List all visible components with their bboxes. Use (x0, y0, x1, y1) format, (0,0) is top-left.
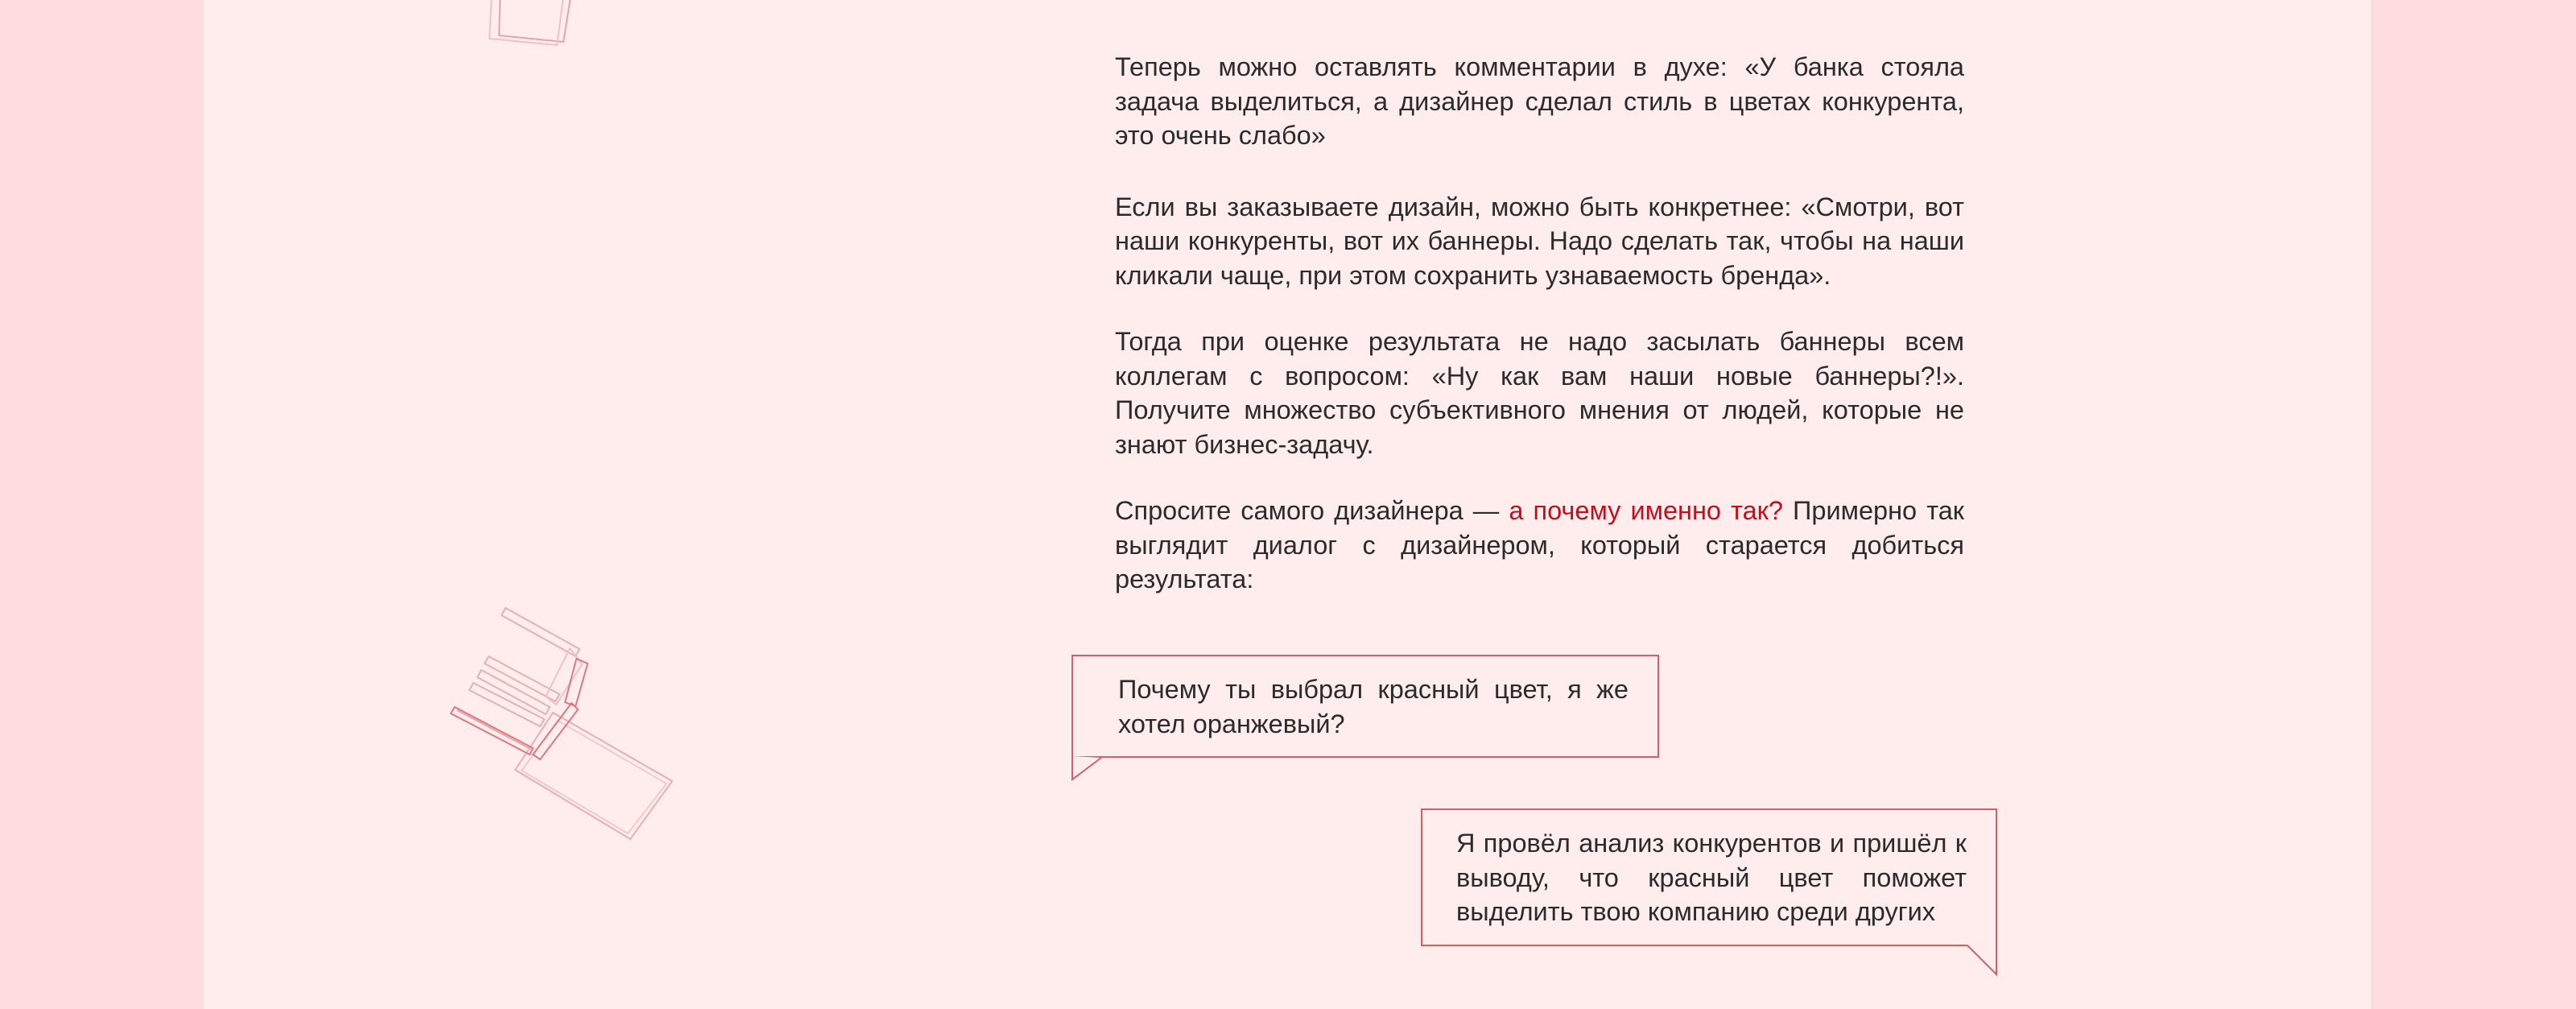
highlighted-question: а почему именно так? (1509, 496, 1783, 525)
article-paragraph-evaluation: Тогда при оценке результата не надо засылать баннеры всем коллегам с вопросом: «Ну как вам наши новые баннеры?!». Получите множество субъективного мнения от людей, которые не знают бизнес-задачу. (1115, 327, 1964, 459)
paragraph-text-start: Спросите самого дизайнера — (1115, 496, 1509, 525)
article-paragraph-brief: Если вы заказываете дизайн, можно быть конкретнее: «Смотри, вот наши конкуренты, вот их баннеры. Надо сделать так, чтобы на наши кликали чаще, при этом сохранить узнаваемость бренда». (1115, 192, 1964, 290)
client-bubble-tail (1071, 755, 1104, 781)
designer-answer-bubble (1421, 808, 1997, 946)
designer-bubble-tail (1965, 944, 1999, 978)
sticks-decoration (443, 600, 684, 842)
card-outline-decoration (483, 0, 596, 48)
article-paragraph-ask-designer (1115, 494, 1964, 597)
paragraph-text-end: Примерно так выглядит диалог с дизайнером, который старается добиться результата: (1115, 496, 1965, 593)
designer-answer-text: Я провёл анализ конкурентов и пришёл к выводу, что красный цвет поможет выделить твою компанию среди других (1456, 829, 1967, 926)
article-text (1115, 50, 1964, 597)
client-question-bubble (1071, 655, 1659, 758)
client-question-text: Почему ты выбрал красный цвет, я же хотел оранжевый? (1118, 675, 1629, 738)
article-paragraph-comments: Теперь можно оставлять комментарии в духе: «У банка стояла задача выделиться, а дизайнер сделал стиль в цветах конкурента, это очень слабо» (1115, 52, 1964, 150)
